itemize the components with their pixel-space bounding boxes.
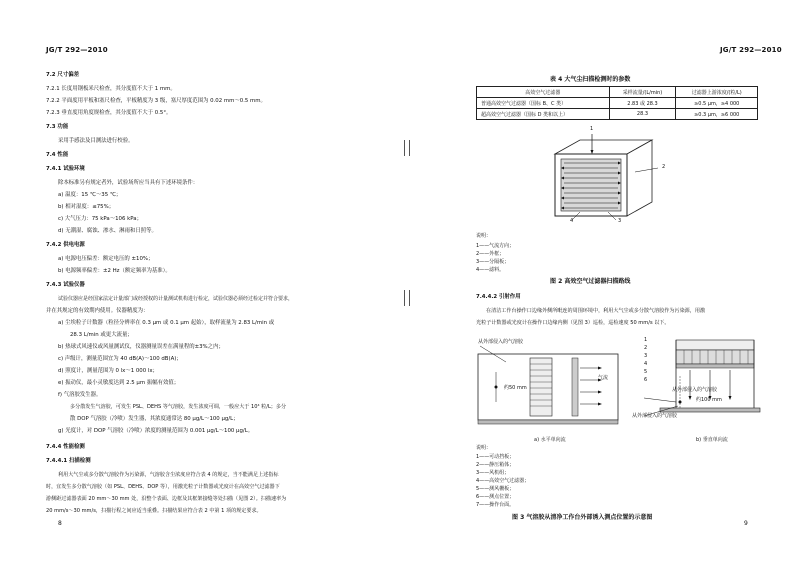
fig2-label: 1 bbox=[590, 126, 594, 132]
fig3-number: 6 bbox=[644, 377, 648, 383]
text-line: 20 mm/s～30 mm/s，扫描行程之间应适当重叠。扫描结果应符合表 2 中第 1 项的规定要求。 bbox=[46, 508, 262, 514]
fig3-legend-item: 6——测点位置； bbox=[476, 494, 515, 500]
text-line: 散 DOP 气溶胶（冷喷）发生器，其浓度通常达 80 μg/L～100 μg/L； bbox=[70, 416, 239, 422]
fig3-number: 4 bbox=[644, 361, 648, 367]
table-cell: ≥0.5 μm，≥4 000 bbox=[676, 98, 758, 109]
text-line: 7.2.1 长度用钢板米尺检查，其分度值不大于 1 mm。 bbox=[46, 86, 176, 92]
table-title: 表 4 大气尘扫描检测时的参数 bbox=[550, 76, 631, 83]
fig3-number: 5 bbox=[644, 369, 648, 375]
fig2-label: 4 bbox=[570, 218, 574, 224]
fig3-legend-item: 1——可动挡板； bbox=[476, 454, 515, 460]
left-header: JG/T 292—2010 bbox=[46, 46, 108, 54]
list-item: a) 温度：15 ℃～35 ℃； bbox=[58, 192, 122, 198]
list-item: b) 相对湿度：≤75%； bbox=[58, 204, 115, 210]
list-item: d) 无潮湿、腐蚀、渗水、淋雨和日照等。 bbox=[58, 228, 157, 234]
fig3-number: 1 bbox=[644, 337, 648, 343]
table-row bbox=[477, 98, 758, 109]
text-line: 7.2.3 垂直度用角度规检查，其分度值不大于 0.5°。 bbox=[46, 110, 172, 116]
heading-7-4-4-2: 7.4.4.2 引射作用 bbox=[476, 294, 521, 300]
text-line: 时，宜发生多分散气溶胶（如 PSL、DEHS、DOP 等），用激光粒子计数器或光度计在高效空气过滤器下 bbox=[46, 484, 280, 490]
fig3-annotation: 气流 bbox=[598, 375, 609, 381]
fig3a-caption: a) 水平单向流 bbox=[534, 437, 566, 443]
list-item: d) 照度计，测量范围为 0 lx～1 000 lx； bbox=[58, 368, 158, 374]
table-cell: 28.3 bbox=[609, 109, 676, 120]
fig3-caption: 图 3 气溶胶从清净工作台外部诱入测点位置的示意图 bbox=[512, 514, 653, 521]
fig2-label: 3 bbox=[618, 218, 622, 224]
text-line: 在清洁工作台操作口边缘外侧所毗连的周围环境中，利用大气尘或多分散气溶胶作为污染源，用激 bbox=[486, 308, 706, 314]
fig2-legend-title: 说明： bbox=[476, 233, 492, 239]
text-line: 28.3 L/min 或更大流量； bbox=[70, 332, 133, 338]
fig2-legend-item: 1——气流方向； bbox=[476, 243, 515, 249]
list-item: c) 大气压力：75 kPa～106 kPa； bbox=[58, 216, 142, 222]
fig2-legend-item: 2——外框； bbox=[476, 251, 505, 257]
heading-7-2: 7.2 尺寸偏差 bbox=[46, 72, 79, 78]
table-cell: 超高效空气过滤器（国标 D 类和以上） bbox=[477, 109, 610, 120]
fig3-legend-item: 5——测风栅板； bbox=[476, 486, 515, 492]
right-page-number: 9 bbox=[744, 520, 748, 527]
text-line: 除本标准另有规定者外，试验场所应当具有下述环境条件： bbox=[58, 180, 199, 186]
table-cell: ≥0.3 μm，≥6 000 bbox=[676, 109, 758, 120]
fig3-number: 3 bbox=[644, 353, 648, 359]
fig2-caption: 图 2 高效空气过滤器扫描路线 bbox=[550, 278, 631, 285]
fig2-label: 2 bbox=[662, 164, 666, 170]
list-item: b) 电源频率偏差：±2 Hz（额定频率为基准）。 bbox=[58, 268, 171, 274]
fig2-legend-item: 3——分隔板； bbox=[476, 259, 510, 265]
left-page-number: 8 bbox=[58, 520, 62, 527]
table-header-cell: 采样流量/(L/min) bbox=[609, 87, 676, 98]
heading-7-4-4: 7.4.4 性能检测 bbox=[46, 444, 85, 450]
table-row bbox=[477, 109, 758, 120]
text-line: 采用手感法及目测法进行校验。 bbox=[58, 138, 134, 144]
text-line: 多分散发生气溶胶，可发生 PSL、DEHS 等气溶胶，发生浓度可调，一般应大于 10⁴ 粒/L；多分 bbox=[70, 404, 287, 410]
heading-7-4-4-1: 7.4.4.1 扫描检测 bbox=[46, 458, 91, 464]
fig3-annotation: 从外部侵入的气溶胶 bbox=[478, 339, 524, 345]
text-line: 游侧距过滤器表面 20 mm～30 mm 处，沿整个表面、边框及其框架接缝等处扫描（见图 2）。扫描速率为 bbox=[46, 496, 287, 502]
list-item: f) 气溶胶发生器。 bbox=[58, 392, 102, 398]
text-line: 利用大气尘或多分散气溶胶作为污染源，气溶胶含尘浓度应符合表 4 的规定，当不能满足上述指标 bbox=[58, 472, 279, 478]
text-line: 7.2.2 平面度用平板和塞尺检查，平板精度为 3 级，塞尺厚度范围为 0.02 mm～0.5 mm。 bbox=[46, 98, 266, 104]
text-line: 试验仪器应是经国家法定计量部门或经授权的计量测试机构进行检定，试验仪器必须经过检定并符合要求， bbox=[58, 296, 294, 302]
fig3-annotation: 约50 mm bbox=[504, 385, 527, 391]
fig3b-caption: b) 垂直单向流 bbox=[696, 437, 728, 443]
fig3-legend-item: 4——高效空气过滤器； bbox=[476, 478, 530, 484]
params-table bbox=[476, 86, 758, 120]
fig3-legend-item: 3——风机组； bbox=[476, 470, 510, 476]
table-header-cell: 过滤器上游浓度/(粒/L) bbox=[676, 87, 758, 98]
heading-7-3: 7.3 功能 bbox=[46, 124, 69, 130]
heading-7-4-3: 7.4.3 试验仪器 bbox=[46, 282, 85, 288]
text-line: 光粒子计数器或光度计在操作口边缘内侧（见图 3）巡检，巡检速度 50 mm/s 以下。 bbox=[476, 320, 670, 326]
fig3-legend-title: 说明： bbox=[476, 445, 492, 451]
horizontal-flow-diagram bbox=[476, 336, 626, 432]
fig3-annotation: 约100 mm bbox=[696, 397, 722, 403]
right-page bbox=[400, 0, 800, 564]
fig3-legend-item: 2——静压箱体； bbox=[476, 462, 515, 468]
heading-7-4-2: 7.4.2 供电电源 bbox=[46, 242, 85, 248]
list-item: a) 尘埃粒子计数器（粒径分辨率在 0.3 μm 或 0.1 μm 起始），取样流量为 2.83 L/min 或 bbox=[58, 320, 275, 326]
heading-7-4-1: 7.4.1 试验环境 bbox=[46, 166, 85, 172]
right-header: JG/T 292—2010 bbox=[720, 46, 782, 54]
fig3-annotation: 从外部侵入的气溶胶 bbox=[632, 413, 678, 419]
table-cell: 2.83 或 28.3 bbox=[609, 98, 676, 109]
table-cell: 普通高效空气过滤器（国标 B、C 类） bbox=[477, 98, 610, 109]
table-header-cell: 高效空气过滤器 bbox=[477, 87, 610, 98]
fig3-number: 2 bbox=[644, 345, 648, 351]
fig2-legend-item: 4——滤料。 bbox=[476, 267, 505, 273]
list-item: a) 电源电压偏差：额定电压的 ±10%； bbox=[58, 256, 154, 262]
list-item: e) 振动仪，最小灵敏度达到 2.5 μm 振幅有效值； bbox=[58, 380, 180, 386]
filter-scan-diagram bbox=[540, 132, 680, 222]
text-line: 并在其规定的有效期内使用。仪器精度为： bbox=[46, 308, 149, 314]
fig3-legend-item: 7——操作台面。 bbox=[476, 502, 515, 508]
list-item: g) 光度计，对 DOP 气溶胶（冷喷）浓度的测量范围为 0.001 μg/L～100 μg/L。 bbox=[58, 428, 254, 434]
list-item: c) 声级计，测量范围宜为 40 dB(A)～100 dB(A)； bbox=[58, 356, 182, 362]
list-item: b) 热球式风速仪或风量测试仪，仪器测量误差在满量程的±3%之内； bbox=[58, 344, 224, 350]
fig3-annotation: 从外部侵入的气溶胶 bbox=[672, 387, 718, 393]
heading-7-4: 7.4 性能 bbox=[46, 152, 69, 158]
